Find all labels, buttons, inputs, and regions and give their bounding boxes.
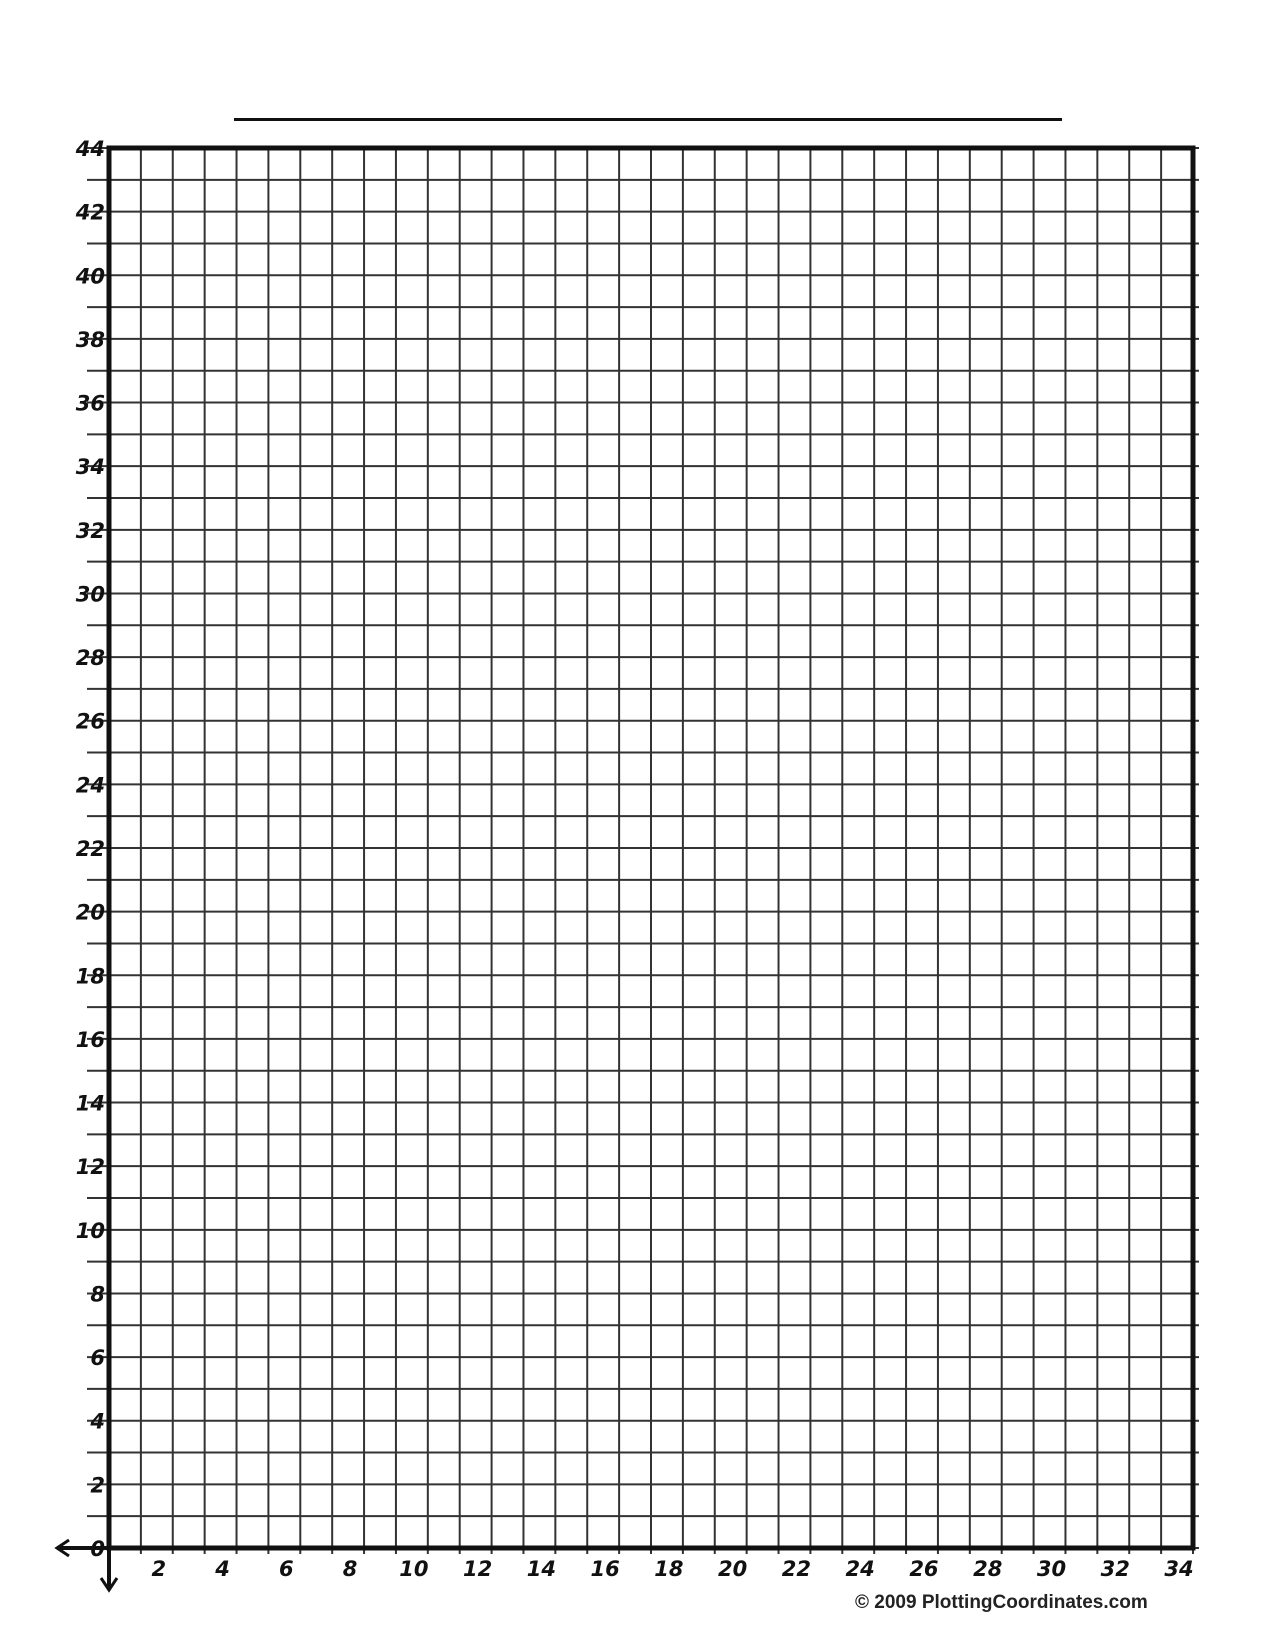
y-tick-label: 22	[75, 837, 105, 861]
x-tick-label: 2	[151, 1557, 167, 1581]
y-tick-label: 34	[75, 455, 105, 480]
x-tick-label: 26	[909, 1557, 939, 1581]
y-tick-label: 30	[75, 582, 105, 607]
y-tick-label: 8	[90, 1282, 105, 1307]
y-tick-label: 16	[75, 1027, 105, 1052]
x-tick-label: 6	[278, 1557, 294, 1581]
y-tick-label: 28	[75, 646, 105, 671]
x-tick-label: 12	[462, 1557, 493, 1581]
x-tick-label: 16	[590, 1557, 620, 1581]
x-tick-label: 14	[526, 1557, 556, 1581]
y-tick-label: 0	[90, 1537, 105, 1561]
y-tick-label: 4	[90, 1409, 105, 1434]
x-tick-label: 8	[342, 1557, 358, 1581]
y-tick-label: 38	[75, 327, 105, 352]
y-tick-label: 36	[75, 391, 105, 416]
x-tick-label: 20	[718, 1557, 748, 1581]
y-tick-label: 40	[75, 264, 105, 289]
x-tick-label: 32	[1100, 1557, 1130, 1581]
y-tick-label: 26	[75, 709, 105, 734]
x-tick-label: 10	[399, 1557, 429, 1581]
y-tick-label: 10	[75, 1218, 105, 1243]
x-tick-label: 30	[1036, 1557, 1067, 1581]
y-tick-label: 20	[75, 900, 105, 925]
x-tick-label: 4	[215, 1557, 230, 1581]
y-tick-label: 18	[75, 964, 105, 989]
x-tick-label: 34	[1164, 1557, 1194, 1581]
x-tick-label: 18	[654, 1557, 684, 1581]
y-tick-label: 6	[90, 1346, 105, 1371]
y-tick-label: 2	[90, 1473, 105, 1498]
y-tick-label: 14	[75, 1091, 105, 1116]
y-tick-label: 32	[75, 518, 105, 543]
y-tick-label: 44	[75, 137, 105, 161]
y-tick-label: 42	[75, 200, 105, 225]
x-tick-label: 28	[973, 1557, 1003, 1581]
x-tick-label: 24	[845, 1557, 875, 1581]
y-tick-label: 24	[75, 773, 105, 798]
copyright-text: © 2009 PlottingCoordinates.com	[855, 1592, 1148, 1613]
x-tick-label: 22	[781, 1557, 812, 1581]
y-tick-label: 12	[75, 1155, 105, 1180]
